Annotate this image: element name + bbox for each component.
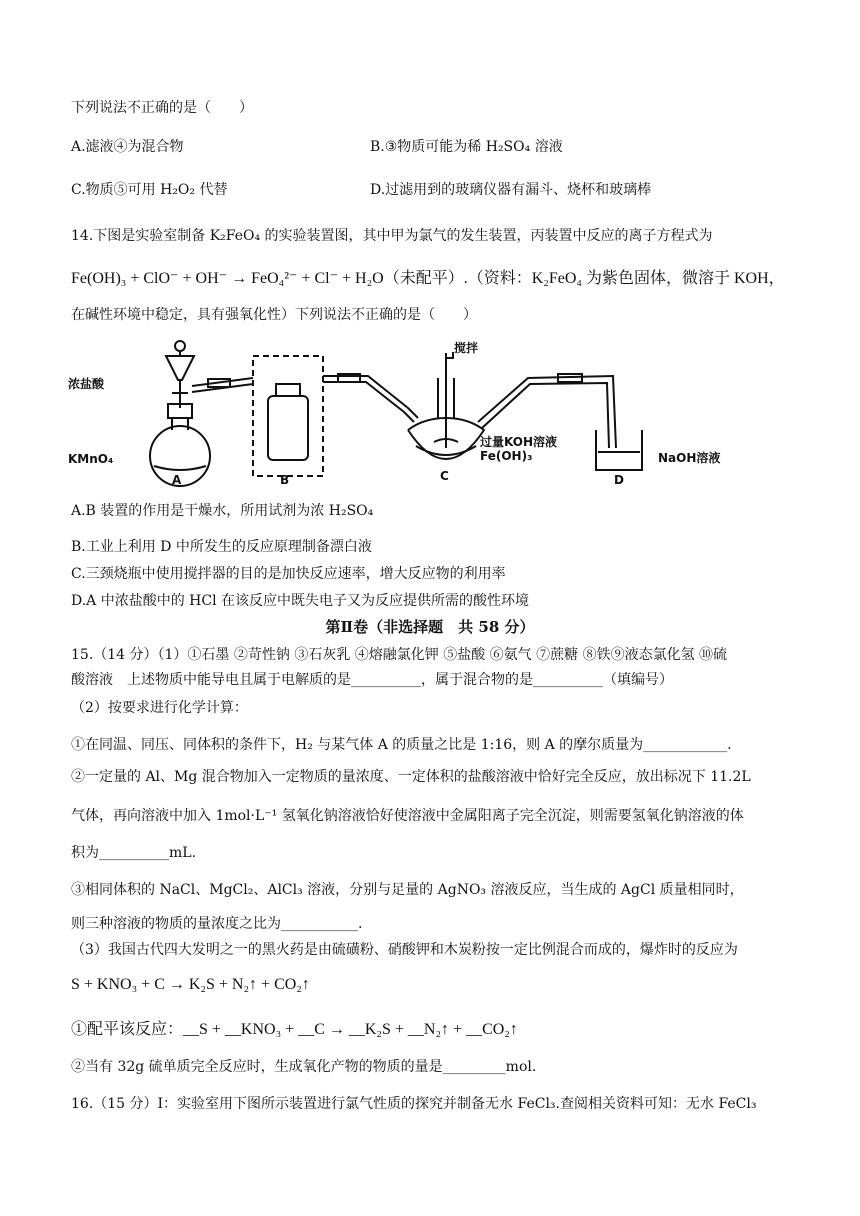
apparatus-figure bbox=[68, 338, 790, 488]
q15-line-1: 15.（14 分）（1）①石墨 ②苛性钠 ③石灰乳 ④熔融氯化钾 ⑤盐酸 ⑥氨气 ⑦蔗糖 ⑧铁⑨液态氯化氢 ⑩硫 bbox=[71, 647, 728, 663]
q14-line-3: 在碱性环境中稳定，具有强氧化性）下列说法不正确的是（ ） bbox=[71, 307, 477, 323]
q14-option-a: A.B 装置的作用是干燥水，所用试剂为浓 H₂SO₄ bbox=[71, 503, 374, 519]
q15-line-4: ①在同温、同压、同体积的条件下，H₂ 与某气体 A 的质量之比是 1:16，则 A 的摩尔质量为____________. bbox=[71, 737, 732, 753]
q15-line-8: ③相同体积的 NaCl、MgCl₂、AlCl₃ 溶液，分别与足量的 AgNO₃ 溶液反应，当生成的 AgCl 质量相同时， bbox=[71, 882, 744, 898]
q15-line-2: 酸溶液 上述物质中能导电且属于电解质的是__________，属于混合物的是__________（填编号） bbox=[71, 672, 673, 688]
q14-line-1: 14.下图是实验室制备 K₂FeO₄ 的实验装置图，其中甲为氯气的发生装置，丙装置中反应的离子方程式为 bbox=[71, 228, 713, 244]
q13-option-c: C.物质⑤可用 H₂O₂ 代替 bbox=[71, 182, 228, 198]
q15-line-3: （2）按要求进行化学计算： bbox=[71, 700, 248, 716]
label-apparatus-a: A bbox=[172, 473, 182, 487]
q13-option-a: A.滤液④为混合物 bbox=[71, 139, 184, 155]
label-stir: 搅拌 bbox=[454, 341, 479, 355]
label-feoh3: Fe(OH)₃ bbox=[480, 449, 533, 463]
q13-stem: 下列说法不正确的是（ ） bbox=[71, 100, 253, 116]
q13-option-b: B.③物质可能为稀 H₂SO₄ 溶液 bbox=[370, 139, 563, 155]
q15-line-5: ②一定量的 Al、Mg 混合物加入一定物质的量浓度、一定体积的盐酸溶液中恰好完全反应，放出标况下 11.2L bbox=[71, 769, 751, 785]
q14-option-d: D.A 中浓盐酸中的 HCl 在该反应中既失电子又为反应提供所需的酸性环境 bbox=[71, 593, 530, 609]
label-excess-koh: 过量KOH溶液 bbox=[480, 435, 558, 449]
q15-line-7: 积为__________mL. bbox=[71, 845, 197, 861]
q16-line-1: 16.（15 分）Ⅰ：实验室用下图所示装置进行氯气性质的探究并制备无水 FeCl₃.查阅相关资料可知：无水 FeCl₃ bbox=[71, 1096, 757, 1112]
q15-line-9: 则三种溶液的物质的量浓度之比为___________. bbox=[71, 916, 363, 932]
q15-line-10: （3）我国古代四大发明之一的黑火药是由硫磺粉、硝酸钾和木炭粉按一定比例混合而成的，爆炸时的反应为 bbox=[71, 942, 738, 958]
q14-option-b: B.工业上利用 D 中所发生的反应原理制备漂白液 bbox=[71, 539, 372, 555]
label-apparatus-c: C bbox=[440, 469, 449, 483]
q14-option-c: C.三颈烧瓶中使用搅拌器的目的是加快反应速率，增大反应物的利用率 bbox=[71, 566, 506, 582]
section-2-title: 第Ⅱ卷（非选择题 共 58 分） bbox=[325, 618, 535, 636]
label-apparatus-b: B bbox=[280, 473, 290, 487]
q15-equation: S + KNO₃ + C → K₂S + N₂↑ + CO₂↑ bbox=[71, 976, 310, 993]
label-naoh: NaOH溶液 bbox=[658, 451, 721, 465]
label-conc-hcl: 浓盐酸 bbox=[68, 377, 105, 391]
label-kmno4: KMnO₄ bbox=[68, 452, 114, 466]
label-apparatus-d: D bbox=[614, 473, 624, 487]
q15-line-13: ②当有 32g 硫单质完全反应时，生成氧化产物的物质的量是_________mol. bbox=[71, 1059, 537, 1075]
q13-option-d: D.过滤用到的玻璃仪器有漏斗、烧杯和玻璃棒 bbox=[370, 182, 652, 198]
q15-balance-equation: ①配平该反应：__S + __KNO₃ + __C → __K₂S + __N₂↑ + __CO₂↑ bbox=[71, 1021, 518, 1038]
q15-line-6: 气体，再向溶液中加入 1mol·L⁻¹ 氢氧化钠溶液恰好使溶液中金属阳离子完全沉淀，则需要氢氧化钠溶液的体 bbox=[71, 808, 744, 824]
q14-equation-line: Fe(OH)₃ + ClO⁻ + OH⁻ → FeO₄²⁻ + Cl⁻ + H₂O（未配平）.（资料：K₂FeO₄ 为紫色固体，微溶于 KOH， bbox=[71, 270, 785, 287]
